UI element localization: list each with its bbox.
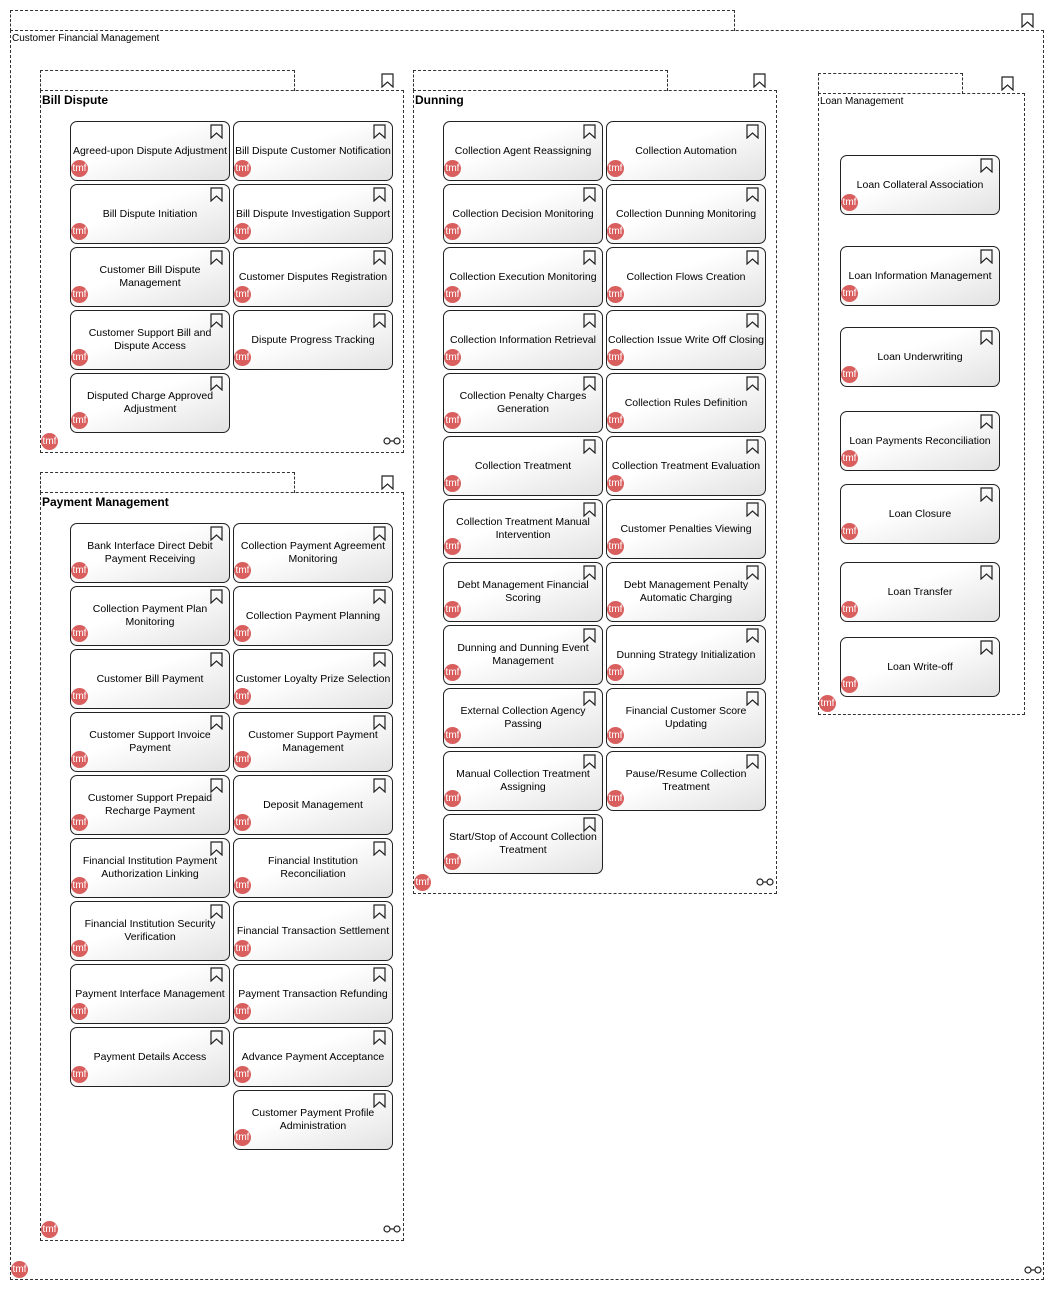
capability-label: Financial Institution Reconciliation [268, 855, 358, 880]
bookmark-icon [746, 439, 759, 454]
bookmark-icon [746, 502, 759, 517]
bookmark-icon [746, 313, 759, 328]
outer-container-tab [10, 10, 735, 31]
capability-box[interactable] [233, 121, 393, 181]
capability-label: Customer Support Invoice Payment [89, 729, 211, 754]
capability-label: Customer Loyalty Prize Selection [235, 672, 391, 685]
capability-box[interactable] [443, 562, 603, 622]
capability-label: Customer Penalties Viewing [620, 522, 752, 535]
tmf-badge-icon: tmf [71, 286, 88, 303]
bookmark-icon [1021, 13, 1034, 28]
capability-label: Dunning and Dunning Event Management [457, 642, 589, 667]
link-icon [383, 1225, 401, 1233]
capability-box[interactable] [443, 499, 603, 559]
capability-box[interactable] [70, 1027, 230, 1087]
bookmark-icon [210, 124, 223, 139]
capability-label: Collection Penalty Charges Generation [459, 390, 587, 415]
loan-management-tab [818, 73, 963, 94]
tmf-badge-icon: tmf [444, 412, 461, 429]
tmf-badge-icon: tmf [444, 223, 461, 240]
payment-management-tab [40, 472, 295, 493]
capability-box[interactable] [70, 373, 230, 433]
capability-box[interactable] [233, 586, 393, 646]
link-icon [1024, 1266, 1042, 1274]
bookmark-icon [746, 628, 759, 643]
capability-label: Disputed Charge Approved Adjustment [86, 390, 214, 415]
bookmark-icon [980, 158, 993, 173]
bookmark-icon [753, 73, 766, 88]
capability-box[interactable] [70, 247, 230, 307]
dunning-title: Dunning [415, 93, 464, 107]
tmf-badge-icon: tmf [234, 562, 251, 579]
capability-label: Bank Interface Direct Debit Payment Receiving [87, 540, 213, 565]
capability-label: Customer Support Payment Management [248, 729, 378, 754]
bookmark-icon [583, 565, 596, 580]
capability-label: Dunning Strategy Initialization [616, 648, 756, 661]
bookmark-icon [210, 526, 223, 541]
capability-label: Debt Management Penalty Automatic Charging [623, 579, 749, 604]
capability-box[interactable] [70, 184, 230, 244]
capability-label: Start/Stop of Account Collection Treatment [449, 831, 597, 856]
capability-box[interactable] [443, 688, 603, 748]
tmf-badge-icon: tmf [234, 625, 251, 642]
bookmark-icon [746, 250, 759, 265]
capability-box[interactable] [443, 310, 603, 370]
capability-label: Financial Institution Payment Authorization Linking [82, 855, 218, 880]
bookmark-icon [980, 330, 993, 345]
capability-box[interactable] [233, 310, 393, 370]
capability-label: Collection Payment Planning [245, 609, 381, 622]
tmf-badge-icon: tmf [607, 664, 624, 681]
bookmark-icon [583, 187, 596, 202]
tmf-badge-icon: tmf [234, 1129, 251, 1146]
capability-label: Customer Support Prepaid Recharge Payment [87, 792, 213, 817]
capability-label: Customer Payment Profile Administration [251, 1107, 375, 1132]
capability-label: Customer Support Bill and Dispute Access [88, 327, 212, 352]
bookmark-icon [373, 250, 386, 265]
tmf-badge-icon: tmf [607, 223, 624, 240]
tmf-badge-icon: tmf [841, 601, 858, 618]
capability-box[interactable] [606, 247, 766, 307]
bookmark-icon [210, 904, 223, 919]
capability-label: Payment Details Access [93, 1050, 207, 1063]
tmf-badge-icon: tmf [819, 695, 836, 712]
tmf-badge-icon: tmf [444, 349, 461, 366]
capability-box[interactable] [606, 751, 766, 811]
capability-box[interactable] [443, 751, 603, 811]
tmf-badge-icon: tmf [234, 1066, 251, 1083]
capability-box[interactable] [233, 964, 393, 1024]
bookmark-icon [583, 691, 596, 706]
tmf-badge-icon: tmf [444, 286, 461, 303]
capability-box[interactable] [70, 523, 230, 583]
tmf-badge-icon: tmf [234, 814, 251, 831]
capability-label: Collection Rules Definition [624, 396, 748, 409]
capability-label: External Collection Agency Passing [460, 705, 586, 730]
capability-label: Payment Interface Management [75, 987, 225, 1000]
capability-box[interactable] [606, 625, 766, 685]
bookmark-icon [373, 652, 386, 667]
capability-box[interactable] [443, 247, 603, 307]
capability-label: Collection Payment Agreement Monitoring [240, 540, 386, 565]
tmf-badge-icon: tmf [71, 562, 88, 579]
capability-box[interactable] [606, 121, 766, 181]
capability-box[interactable] [70, 121, 230, 181]
capability-box[interactable] [443, 625, 603, 685]
tmf-badge-icon: tmf [234, 1003, 251, 1020]
bookmark-icon [980, 414, 993, 429]
capability-box[interactable] [443, 373, 603, 433]
bookmark-icon [210, 1030, 223, 1045]
capability-box[interactable] [606, 373, 766, 433]
capability-label: Collection Execution Monitoring [449, 270, 597, 283]
tmf-badge-icon: tmf [71, 160, 88, 177]
bookmark-icon [1001, 76, 1014, 91]
capability-box[interactable] [233, 901, 393, 961]
capability-label: Pause/Resume Collection Treatment [625, 768, 747, 793]
capability-label: Bill Dispute Initiation [102, 207, 198, 220]
tmf-badge-icon: tmf [234, 286, 251, 303]
bookmark-icon [381, 73, 394, 88]
capability-box[interactable] [233, 247, 393, 307]
capability-box[interactable] [443, 121, 603, 181]
capability-label: Advance Payment Acceptance [241, 1050, 385, 1063]
bookmark-icon [210, 778, 223, 793]
bookmark-icon [746, 124, 759, 139]
tmf-badge-icon: tmf [841, 676, 858, 693]
capability-box[interactable] [233, 184, 393, 244]
bookmark-icon [373, 967, 386, 982]
bookmark-icon [373, 1093, 386, 1108]
capability-label: Collection Flows Creation [626, 270, 746, 283]
capability-box[interactable] [233, 838, 393, 898]
capability-box[interactable] [70, 649, 230, 709]
capability-label: Loan Collateral Association [856, 178, 984, 191]
capability-label: Dispute Progress Tracking [251, 333, 375, 346]
capability-label: Customer Disputes Registration [238, 270, 388, 283]
capability-box[interactable] [606, 562, 766, 622]
capability-box[interactable] [443, 184, 603, 244]
link-icon [383, 437, 401, 445]
capability-label: Payment Transaction Refunding [238, 987, 388, 1000]
tmf-badge-icon: tmf [234, 349, 251, 366]
payment-management-title: Payment Management [42, 495, 169, 509]
bookmark-icon [746, 565, 759, 580]
capability-label: Collection Payment Plan Monitoring [92, 603, 208, 628]
tmf-badge-icon: tmf [234, 877, 251, 894]
capability-box[interactable] [606, 310, 766, 370]
tmf-badge-icon: tmf [71, 814, 88, 831]
tmf-badge-icon: tmf [41, 433, 58, 450]
bookmark-icon [373, 778, 386, 793]
tmf-badge-icon: tmf [71, 1066, 88, 1083]
tmf-badge-icon: tmf [444, 160, 461, 177]
capability-box[interactable] [840, 327, 1000, 387]
tmf-badge-icon: tmf [41, 1221, 58, 1238]
bill-dispute-tab [40, 70, 295, 91]
capability-label: Loan Underwriting [877, 350, 963, 363]
tmf-badge-icon: tmf [607, 727, 624, 744]
bookmark-icon [583, 628, 596, 643]
capability-box[interactable] [606, 688, 766, 748]
tmf-badge-icon: tmf [71, 751, 88, 768]
capability-label: Debt Management Financial Scoring [457, 579, 589, 604]
capability-box[interactable] [840, 411, 1000, 471]
tmf-badge-icon: tmf [607, 475, 624, 492]
tmf-badge-icon: tmf [841, 285, 858, 302]
capability-label: Collection Treatment [474, 459, 572, 472]
loan-management-title: Loan Management [820, 96, 904, 107]
capability-label: Loan Write-off [887, 660, 953, 673]
bookmark-icon [583, 313, 596, 328]
capability-box[interactable] [840, 155, 1000, 215]
tmf-badge-icon: tmf [444, 475, 461, 492]
bookmark-icon [980, 640, 993, 655]
capability-box[interactable] [840, 484, 1000, 544]
bookmark-icon [210, 967, 223, 982]
tmf-badge-icon: tmf [444, 538, 461, 555]
capability-label: Agreed-upon Dispute Adjustment [72, 144, 228, 157]
bookmark-icon [746, 754, 759, 769]
tmf-badge-icon: tmf [607, 160, 624, 177]
capability-box[interactable] [70, 586, 230, 646]
tmf-badge-icon: tmf [71, 940, 88, 957]
capability-box[interactable] [606, 499, 766, 559]
capability-label: Loan Transfer [887, 585, 953, 598]
tmf-badge-icon: tmf [444, 601, 461, 618]
tmf-badge-icon: tmf [607, 538, 624, 555]
tmf-badge-icon: tmf [234, 688, 251, 705]
capability-box[interactable] [70, 901, 230, 961]
dunning-tab [413, 70, 668, 91]
tmf-badge-icon: tmf [841, 194, 858, 211]
tmf-badge-icon: tmf [71, 688, 88, 705]
tmf-badge-icon: tmf [841, 366, 858, 383]
bookmark-icon [373, 313, 386, 328]
capability-label: Customer Bill Dispute Management [99, 264, 201, 289]
capability-label: Collection Treatment Manual Intervention [456, 516, 590, 541]
bookmark-icon [210, 250, 223, 265]
bookmark-icon [583, 754, 596, 769]
tmf-badge-icon: tmf [234, 940, 251, 957]
tmf-badge-icon: tmf [444, 664, 461, 681]
bookmark-icon [583, 124, 596, 139]
container-title: Customer Financial Management [12, 33, 160, 44]
capability-box[interactable] [233, 649, 393, 709]
bookmark-icon [381, 475, 394, 490]
tmf-badge-icon: tmf [444, 727, 461, 744]
capability-label: Loan Closure [888, 507, 952, 520]
tmf-badge-icon: tmf [444, 790, 461, 807]
tmf-badge-icon: tmf [841, 450, 858, 467]
capability-box[interactable] [233, 523, 393, 583]
tmf-badge-icon: tmf [607, 601, 624, 618]
bookmark-icon [373, 904, 386, 919]
tmf-badge-icon: tmf [234, 223, 251, 240]
bookmark-icon [373, 187, 386, 202]
capability-label: Financial Institution Security Verification [84, 918, 216, 943]
capability-label: Bill Dispute Investigation Support [235, 207, 391, 220]
capability-label: Collection Decision Monitoring [452, 207, 594, 220]
tmf-badge-icon: tmf [841, 523, 858, 540]
tmf-badge-icon: tmf [71, 877, 88, 894]
tmf-badge-icon: tmf [607, 790, 624, 807]
capability-label: Loan Information Management [848, 269, 992, 282]
capability-box[interactable] [840, 562, 1000, 622]
tmf-badge-icon: tmf [414, 874, 431, 891]
capability-box[interactable] [70, 775, 230, 835]
tmf-badge-icon: tmf [71, 349, 88, 366]
bookmark-icon [583, 439, 596, 454]
capability-box[interactable] [840, 637, 1000, 697]
bookmark-icon [210, 715, 223, 730]
capability-box[interactable] [233, 1090, 393, 1150]
bookmark-icon [373, 715, 386, 730]
capability-box[interactable] [70, 712, 230, 772]
tmf-badge-icon: tmf [71, 1003, 88, 1020]
capability-label: Collection Agent Reassigning [454, 144, 592, 157]
tmf-badge-icon: tmf [71, 625, 88, 642]
bookmark-icon [373, 841, 386, 856]
tmf-badge-icon: tmf [607, 412, 624, 429]
capability-label: Bill Dispute Customer Notification [235, 144, 391, 157]
bookmark-icon [980, 487, 993, 502]
tmf-badge-icon: tmf [607, 349, 624, 366]
capability-label: Customer Bill Payment [96, 672, 204, 685]
bookmark-icon [210, 589, 223, 604]
capability-box[interactable] [840, 246, 1000, 306]
capability-box[interactable] [606, 184, 766, 244]
tmf-badge-icon: tmf [234, 160, 251, 177]
bookmark-icon [980, 565, 993, 580]
capability-box[interactable] [233, 1027, 393, 1087]
capability-box[interactable] [443, 436, 603, 496]
bookmark-icon [980, 249, 993, 264]
capability-label: Collection Dunning Monitoring [615, 207, 757, 220]
capability-label: Collection Issue Write Off Closing [608, 333, 765, 346]
bookmark-icon [746, 376, 759, 391]
bookmark-icon [746, 691, 759, 706]
bookmark-icon [583, 502, 596, 517]
tmf-badge-icon: tmf [234, 751, 251, 768]
tmf-badge-icon: tmf [444, 853, 461, 870]
bookmark-icon [583, 817, 596, 832]
bookmark-icon [373, 1030, 386, 1045]
bookmark-icon [210, 841, 223, 856]
bookmark-icon [373, 124, 386, 139]
bookmark-icon [746, 187, 759, 202]
capability-label: Collection Information Retrieval [450, 333, 596, 346]
capability-label: Loan Payments Reconciliation [849, 434, 991, 447]
capability-label: Deposit Management [263, 798, 363, 811]
bookmark-icon [373, 526, 386, 541]
capability-box[interactable] [70, 838, 230, 898]
capability-label: Financial Customer Score Updating [625, 705, 747, 730]
bookmark-icon [210, 376, 223, 391]
bookmark-icon [583, 250, 596, 265]
capability-label: Collection Treatment Evaluation [611, 459, 761, 472]
capability-label: Collection Automation [635, 144, 737, 157]
bookmark-icon [210, 187, 223, 202]
capability-box[interactable] [233, 712, 393, 772]
capability-box[interactable] [606, 436, 766, 496]
capability-label: Financial Transaction Settlement [236, 924, 390, 937]
tmf-badge-icon: tmf [607, 286, 624, 303]
capability-box[interactable] [70, 964, 230, 1024]
bookmark-icon [210, 313, 223, 328]
bookmark-icon [373, 589, 386, 604]
tmf-badge-icon: tmf [71, 412, 88, 429]
bill-dispute-title: Bill Dispute [42, 93, 109, 107]
capability-label: Manual Collection Treatment Assigning [456, 768, 590, 793]
link-icon [756, 878, 774, 886]
bookmark-icon [583, 376, 596, 391]
bookmark-icon [210, 652, 223, 667]
tmf-badge-icon: tmf [71, 223, 88, 240]
capability-box[interactable] [443, 814, 603, 874]
capability-box[interactable] [233, 775, 393, 835]
capability-box[interactable] [70, 310, 230, 370]
tmf-badge-icon: tmf [11, 1261, 28, 1278]
